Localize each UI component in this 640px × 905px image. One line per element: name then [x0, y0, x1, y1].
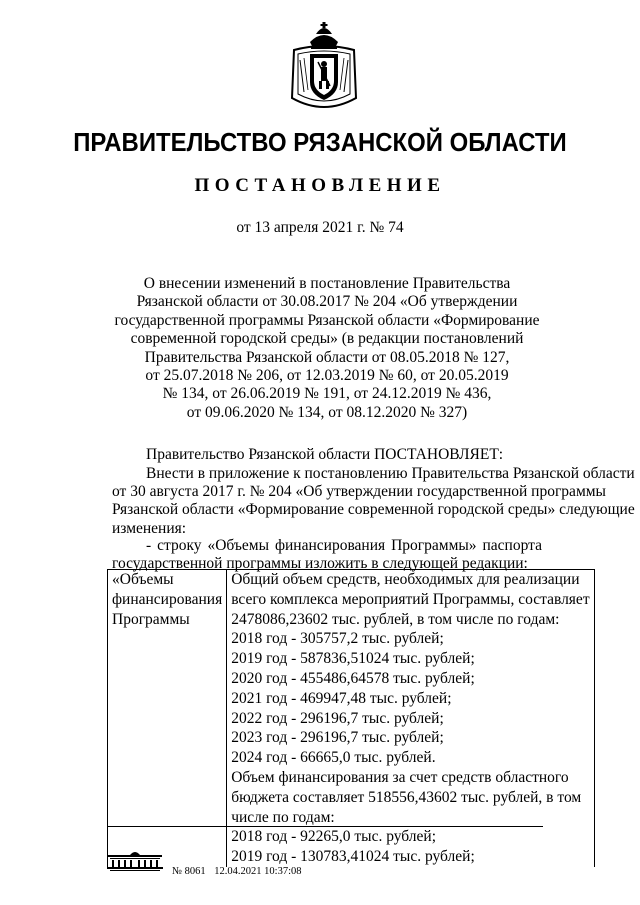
registration-number: № 8061 [172, 866, 206, 877]
content-line: 2018 год - 92265,0 тыс. рублей; [231, 828, 437, 846]
content-line: числе по годам: [231, 808, 335, 826]
content-line: 2478086,23602 тыс. рублей, в том числе по годам: [231, 610, 560, 628]
financing-table [107, 569, 595, 867]
label-line: «Объемы [112, 571, 174, 588]
content-line: 2020 год - 455486,64578 тыс. рублей; [231, 669, 475, 687]
subject-line: Правительства Рязанской области от 08.05.2018 № 127, [144, 348, 510, 366]
label-line: финансирования [112, 590, 223, 608]
subject-line: О внесении изменений в постановление Правительства [143, 275, 511, 292]
coat-of-arms-icon [286, 20, 362, 116]
paragraph-line: от 30 августа 2017 г. № 204 «Об утверждении государственной программы [112, 483, 606, 501]
content-line: 2023 год - 296196,7 тыс. рублей; [231, 729, 444, 747]
building-logo-icon [104, 849, 166, 873]
content-line: Общий объем средств, необходимых для реализации [231, 571, 580, 588]
paragraph-line: Внести в приложение к постановлению Правительства Рязанской области [146, 465, 635, 482]
content-line: Объем финансирования за счет средств областного [231, 768, 569, 786]
content-line: всего комплекса мероприятий Программы, составляет [231, 590, 590, 608]
subject-line: государственной программы Рязанской области «Формирование [114, 311, 540, 329]
item-line: - строку «Объемы финансирования Программы» паспорта [146, 537, 542, 554]
registration-stamp [172, 866, 308, 877]
content-line: 2024 год - 66665,0 тыс. рублей. [231, 749, 436, 767]
subject-line: от 25.07.2018 № 206, от 12.03.2019 № 60, от 20.05.2019 [145, 367, 509, 385]
document-date: от 13 апреля 2021 г. № 74 [236, 219, 404, 236]
amendment-item [112, 537, 542, 573]
table-bottom-border [107, 826, 543, 827]
registration-timestamp: 12.04.2021 10:37:08 [214, 866, 302, 877]
government-title: ПРАВИТЕЛЬСТВО РЯЗАНСКОЙ ОБЛАСТИ [73, 127, 567, 157]
amendment-paragraph [112, 465, 635, 538]
content-line: 2021 год - 469947,48 тыс. рублей; [231, 689, 452, 707]
document-subject [112, 275, 542, 422]
subject-line: от 09.06.2020 № 134, от 08.12.2020 № 327) [186, 403, 468, 421]
table-cell-label [108, 570, 227, 867]
resolves-line: Правительство Рязанской области ПОСТАНОВЛЯЕТ: [146, 446, 504, 463]
document-type: ПОСТАНОВЛЕНИЕ [194, 175, 446, 196]
paragraph-line: изменения: [112, 519, 187, 537]
content-line: 2019 год - 587836,51024 тыс. рублей; [231, 650, 475, 668]
content-line: 2018 год - 305757,2 тыс. рублей; [231, 630, 444, 648]
content-line: 2019 год - 130783,41024 тыс. рублей; [231, 848, 475, 866]
subject-line: современной городской среды» (в редакции постановлений [130, 330, 524, 348]
subject-line: Рязанской области от 30.08.2017 № 204 «Об утверждении [136, 293, 518, 311]
table-row [108, 570, 595, 867]
label-line: Программы [112, 610, 190, 628]
subject-line: № 134, от 26.06.2019 № 191, от 24.12.2019 № 436, [162, 385, 492, 403]
table-cell-content [227, 570, 594, 867]
item-line: государственной программы изложить в следующей редакции: [112, 555, 528, 573]
content-line: 2022 год - 296196,7 тыс. рублей; [231, 709, 444, 727]
paragraph-line: Рязанской области «Формирование современной городской среды» следующие [112, 501, 635, 519]
content-line: бюджета составляет 518556,43602 тыс. рублей, в том [231, 788, 582, 806]
